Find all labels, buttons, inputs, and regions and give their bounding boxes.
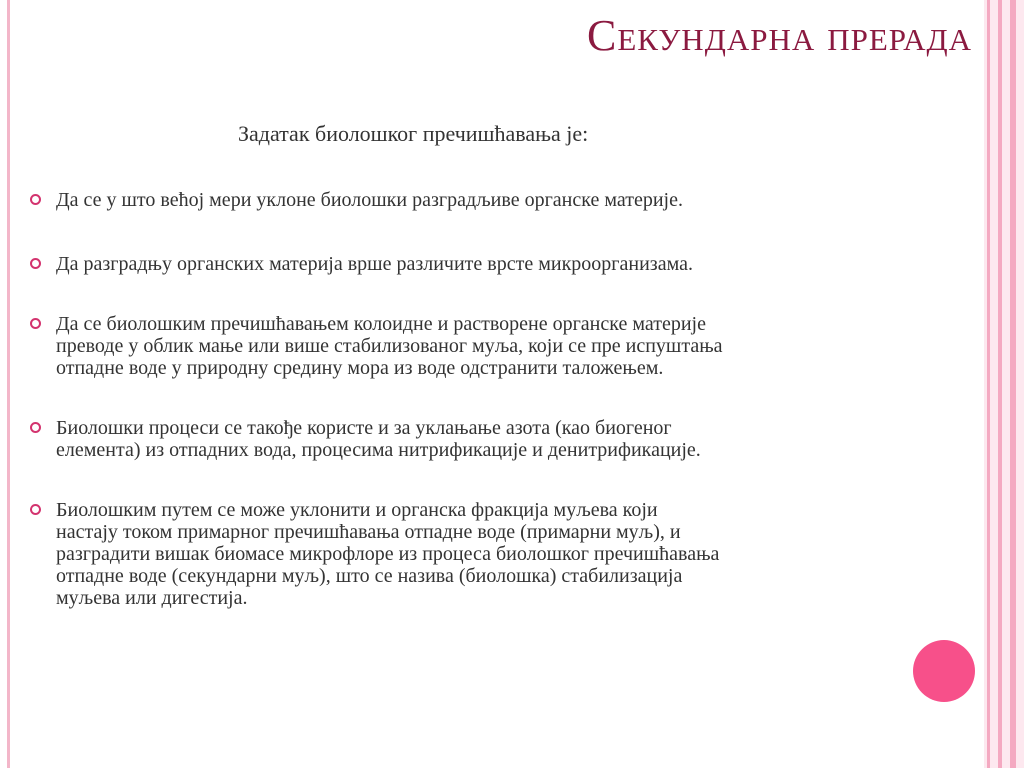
bullet-item [30,253,910,275]
bullet-text: Биолошким путем се може уклонити и органска фракција муљева који настају током примарног пречишћавања отпадне воде (примарни муљ), и разградити вишак биомасе микрофлоре из процеса биолошког пречишћавања отпадне воде (секундарни муљ), што се назива (биолошка) стабилизација муљева или дигестија. [56,499,720,609]
right-decorative-stripes [984,0,1024,768]
stripe-3 [1010,0,1016,768]
slide-subtitle: Задатак биолошког пречишћавања је: [238,121,589,146]
bullet-item [30,499,910,609]
stripe-2 [998,0,1002,768]
bullet-ring-icon [30,258,41,269]
bullet-item [30,189,910,211]
slide-title: Секундарна прерада [587,11,972,60]
bullet-ring-icon [30,194,41,205]
bullet-text: Да разградњу органских материја врше различите врсте микроорганизама. [56,253,693,275]
bullet-text: Да се у што већој мери уклоне биолошки разградљиве органске материје. [56,189,683,211]
bullet-ring-icon [30,422,41,433]
bullet-text: Да се биолошким пречишћавањем колоидне и растворене органске материје преводе у облик мање или више стабилизованог муља, који се пре испуштања отпадне воде у природну средину мора из воде одстранити таложењем. [56,313,723,379]
bullet-ring-icon [30,504,41,515]
left-decorative-rule [7,0,10,768]
bullet-text: Биолошки процеси се такође користе и за уклањање азота (као биогеног елемента) из отпадних вода, процесима нитрификације и денитрификације. [56,417,701,461]
decorative-pink-circle [913,640,975,702]
bullet-item [30,417,910,461]
bullet-ring-icon [30,318,41,329]
stripe-1 [987,0,990,768]
bullet-item [30,313,910,379]
